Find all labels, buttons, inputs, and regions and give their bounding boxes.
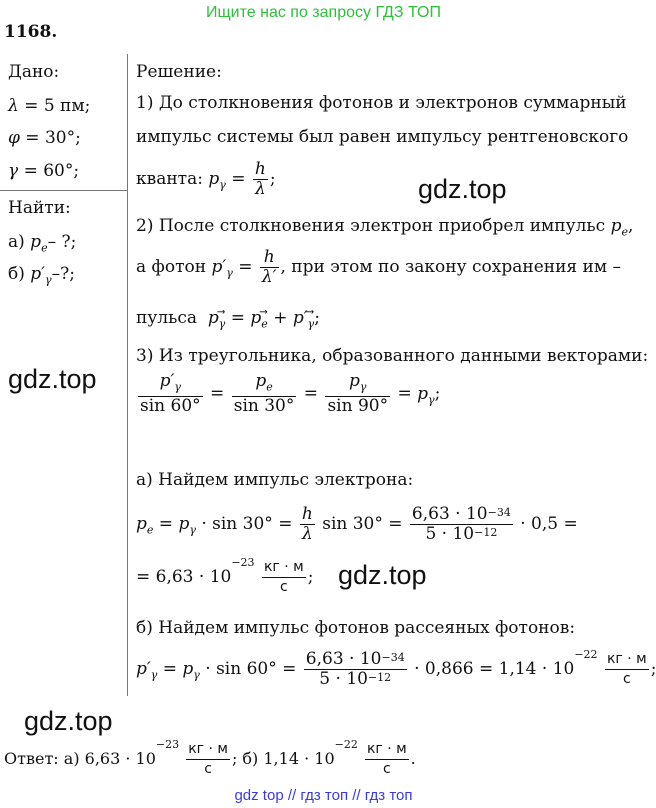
given-lambda: λ = 5 пм; xyxy=(8,96,91,116)
watermark: gdz.top xyxy=(418,174,507,204)
find-title: Найти: xyxy=(8,198,71,218)
ratio-equation: $\frac{p'_\gamma}{\sin 60^\circ}$ = $\frac{p_e}{\sin 30^\circ}$ = $\frac{p_\gamma}{\sin 90^\circ}$ = $p_\gamma$; xyxy=(140,371,441,417)
part-a-title: а) Найдем импульс электрона: xyxy=(136,470,414,490)
part-b-title: б) Найдем импульс фотонов рассеяных фотонов: xyxy=(136,618,576,638)
banner: Ищите нас по запросу ГДЗ ТОП xyxy=(206,4,441,21)
step2-line2: а фотон $p'_\gamma$ = $\frac{h}{\lambda'}$ , при этом по закону сохранения им – xyxy=(136,247,622,287)
horizontal-divider xyxy=(0,190,128,191)
footer: gdz top // гдз топ // гдз топ xyxy=(234,787,413,804)
part-b-equation: $p'_\gamma = p_\gamma \cdot \sin 60^\circ$ = $\frac{6,63 \cdot 10^{-34}}{5 \cdot 10^{-12}}$ · $0,866 = 1,14 \cdot 10^{-22}$ $\frac{кг \cdot м}{с}$ ; xyxy=(136,648,656,689)
watermark: gdz.top xyxy=(338,560,427,590)
given-gamma: γ = 60°; xyxy=(8,161,80,181)
vertical-divider xyxy=(127,54,128,696)
step2-line3: пульса $p_\gamma⃗$ = $p_e⃗$ + $p'_\gamma⃗$; xyxy=(136,308,320,331)
step1-line3: кванта: $p_\gamma$ = $\frac{h}{\lambda}$ ; xyxy=(136,159,276,199)
problem-number: 1168. xyxy=(4,22,58,42)
part-a-result: = $6,63 \cdot 10^{-23}$ $\frac{кг \cdot м}{с}$ ; xyxy=(136,556,314,595)
step3-line1: 3) Из треугольника, образованного данными векторами: xyxy=(136,346,649,366)
given-phi: φ = 30°; xyxy=(8,128,81,148)
solution-title: Решение: xyxy=(136,62,222,82)
part-a-equation: $p_e = p_\gamma \cdot \sin 30^\circ$ = $\frac{h}{\lambda}$ sin 30° = $\frac{6,63 \cdot 10^{-34}}{5 \cdot 10^{-12}}$ · 0,5 = xyxy=(136,504,578,544)
find-a: а) $p_e-$ ?; xyxy=(8,232,77,255)
step2-line1: 2) После столкновения электрон приобрел импульс $p_e$, xyxy=(136,216,634,239)
step1-line1: 1) До столкновения фотонов и электронов суммарный xyxy=(136,93,627,113)
given-title: Дано: xyxy=(8,62,60,82)
watermark: gdz.top xyxy=(24,706,113,736)
step1-line2: импульс системы был равен импульсу рентгеновского xyxy=(136,127,629,147)
watermark: gdz.top xyxy=(8,364,97,394)
answer: Ответ: а) $6,63 \cdot 10^{-23}$ $\frac{кг \cdot м}{с}$ ; б) $1,14 \cdot 10^{-22}$ $\frac{кг \cdot м}{с}$ . xyxy=(4,738,416,777)
find-b: б) $p'_\gamma-$?; xyxy=(8,264,75,287)
